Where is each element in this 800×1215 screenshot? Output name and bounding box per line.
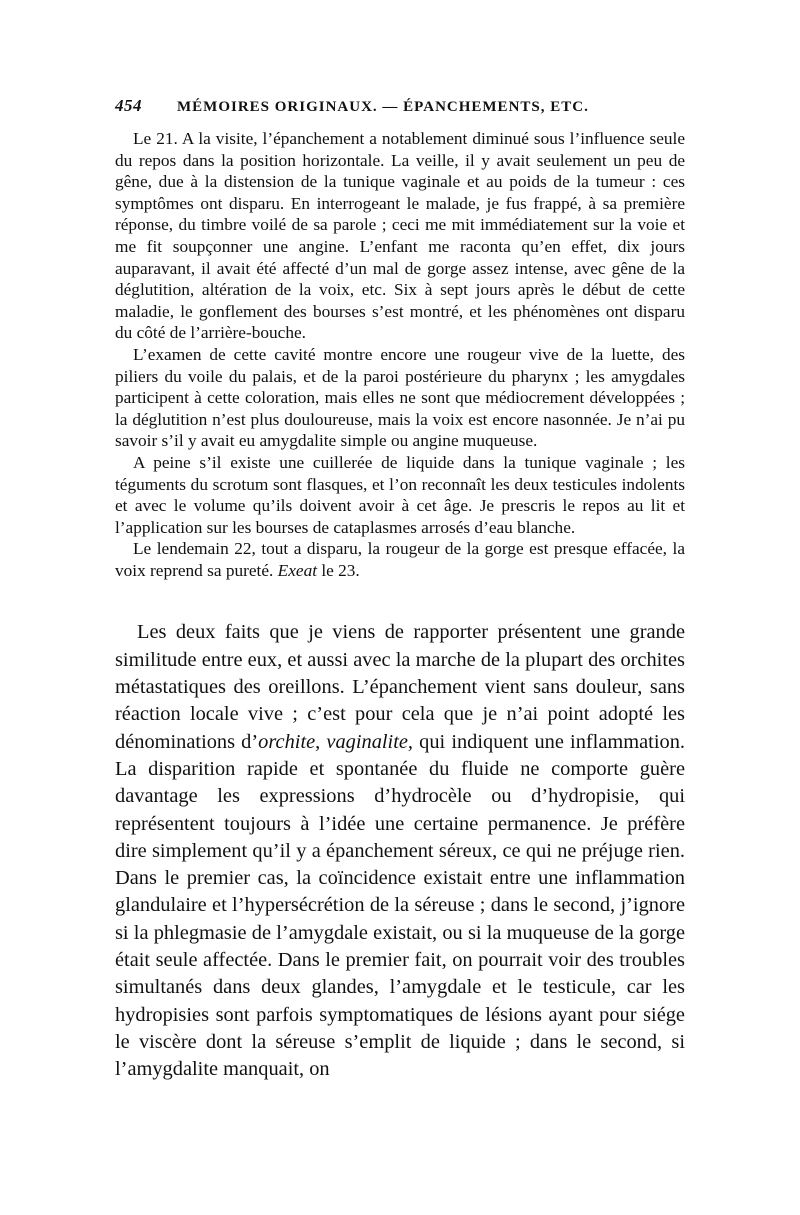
discussion-text-start: Les deux faits que je viens de rapporter présentent une grande similitude entre eux, et aussi avec la marche de la plupart des orchites métastatiques des oreillons. L’épanchement vient sans douleur, sans réaction locale vive ; c’est pour cela que je n’ai point adopté les dénominations d’ — [115, 621, 685, 753]
page-number: 454 — [115, 96, 142, 115]
page-header — [115, 96, 685, 116]
case-paragraph-3: A peine s’il existe une cuillerée de liquide dans la tunique vaginale ; les téguments du scrotum sont flasques, et l’on reconnaît les deux testicules indolents et avec le volume qu’ils doivent avoir à cet âge. Je prescris le repos au lit et l’application sur les bourses de cataplasmes arrosés d’eau blanche. — [115, 452, 685, 537]
discussion-italic-terms: orchite, vaginalite, — [258, 730, 414, 753]
book-page — [115, 96, 685, 1084]
case-paragraph-2: L’examen de cette cavité montre encore une rougeur vive de la luette, des piliers du voile du palais, et de la paroi postérieure du pharynx ; les amygdales participent à cette coloration, mais elles ne sont que médiocrement développées ; la déglutition n’est plus douloureuse, mais la voix est encore nasonnée. Je n’ai pu savoir s’il y avait eu amygdalite simple ou angine muqueuse. — [115, 344, 685, 451]
running-title: MÉMOIRES ORIGINAUX. — ÉPANCHEMENTS, ETC. — [177, 99, 589, 115]
discussion-paragraph — [115, 619, 685, 1083]
case-paragraph-4 — [115, 538, 685, 581]
case-paragraph-1: Le 21. A la visite, l’épanchement a notablement diminué sous l’influence seule du repos dans la position horizontale. La veille, il y avait seulement un peu de gêne, due à la distension de la tunique vaginale et au poids de la tumeur : ces symptômes ont disparu. En interrogeant le malade, je fus frappé, à sa première réponse, du timbre voilé de sa parole ; ceci me mit immédiatement sur la voie et me fit soupçonner une angine. L’enfant me raconta qu’en effet, dix jours auparavant, il avait été affecté d’un mal de gorge assez intense, avec gêne de la déglutition, altération de la voix, etc. Six à sept jours après le début de cette maladie, le gonflement des bourses s’est montré, et les phénomènes ont disparu du côté de l’arrière-bouche. — [115, 129, 685, 343]
exeat-italic: Exeat — [277, 560, 318, 580]
discussion-text-end: qui indiquent une inflammation. La disparition rapide et spontanée du fluide ne comporte guère davantage les expressions d’hydrocèle ou d’hydropisie, qui représentent toujours à l’idée une certaine permanence. Je préfère dire simplement qu’il y a épanchement séreux, ce qui ne préjuge rien. Dans le premier cas, la coïncidence existait entre une inflammation glandulaire et l’hypersécrétion de la séreuse ; dans le second, j’ignore si la phlegmasie de l’amygdale existait, ou si la muqueuse de la gorge était seule affectée. Dans le premier fait, on pourrait voir des troubles simultanés dans deux glandes, l’amygdale et le testicule, car les hydropisies sont parfois symptomatiques de lésions ayant pour siége le viscère dont la séreuse s’emplit de liquide ; dans le second, si l’amygdalite manquait, on — [115, 730, 685, 1081]
case-notes-section — [115, 128, 685, 581]
discussion-section — [115, 619, 685, 1083]
case-paragraph-4-text: Le lendemain 22, tout a disparu, la rougeur de la gorge est presque effacée, la voix reprend sa pureté. — [115, 539, 685, 580]
case-paragraph-4-end: le 23. — [317, 560, 360, 580]
